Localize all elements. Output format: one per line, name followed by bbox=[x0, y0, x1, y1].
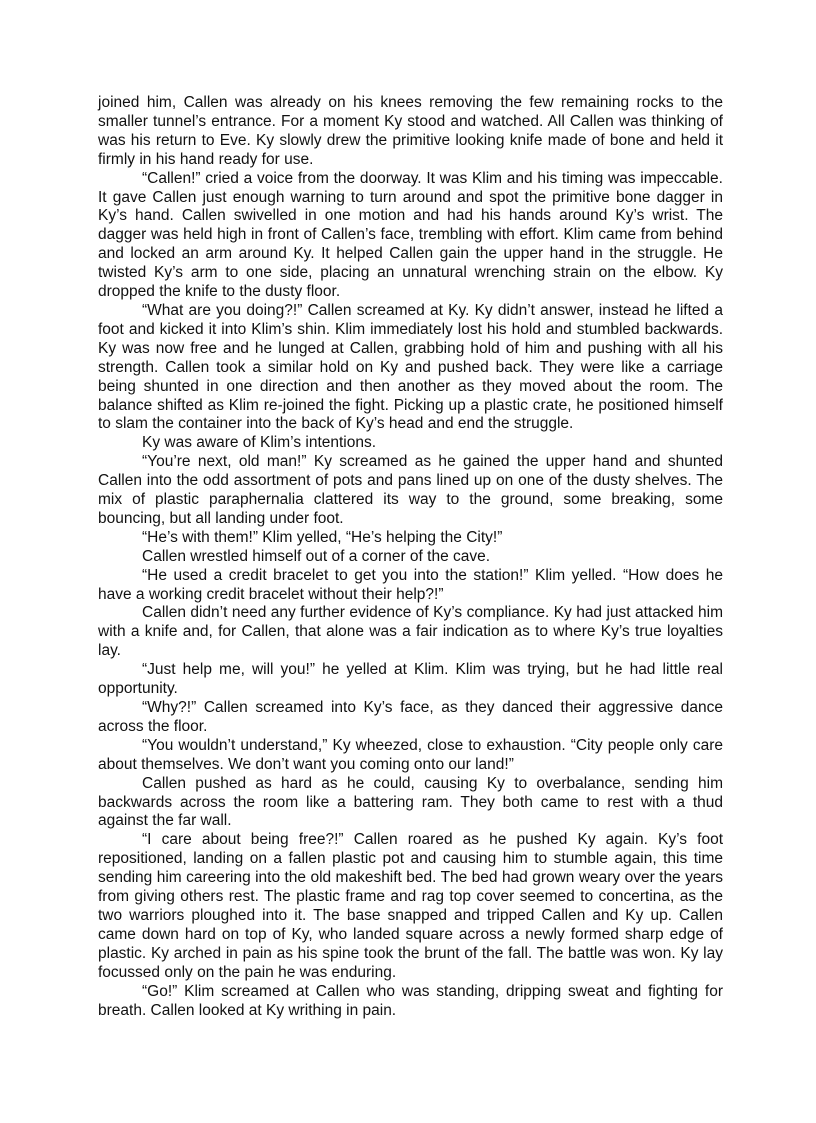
document-page bbox=[98, 94, 723, 1020]
paragraph-11: “Why?!” Callen screamed into Ky’s face, as they danced their aggressive dance across the floor. bbox=[98, 699, 723, 735]
paragraph-8: “He used a credit bracelet to get you into the station!” Klim yelled. “How does he have a working credit bracelet without their help?!” bbox=[98, 566, 723, 603]
paragraph-1: joined him, Callen was already on his knees removing the few remaining rocks to the smaller tunnel’s entrance. For a moment Ky stood and watched. All Callen was thinking of was his return to Eve. Ky slowly drew the primitive looking knife made of bone and held it firmly in his hand ready for use. bbox=[98, 94, 723, 168]
paragraph-13: Callen pushed as hard as he could, causing Ky to overbalance, sending him backwards across the room like a battering ram. They both came to rest with a thud against the far wall. bbox=[98, 774, 723, 830]
paragraph-9: Callen didn’t need any further evidence of Ky’s compliance. Ky had just attacked him with a knife and, for Callen, that alone was a fair indication as to where Ky’s true loyalties lay. bbox=[98, 604, 723, 660]
paragraph-3: “What are you doing?!” Callen screamed at Ky. Ky didn’t answer, instead he lifted a foot and kicked it into Klim’s shin. Klim immediately lost his hold and stumbled backwards. Ky was now free and he lunged at Callen, grabbing hold of him and pushing with all his strength. Callen took a similar hold on Ky and pushed back. They were like a carriage being shunted in one direction and then another as they moved about the room. The balance shifted as Klim re-joined the fight. Picking up a plastic crate, he positioned himself to slam the container into the back of Ky’s head and end the struggle. bbox=[98, 301, 723, 433]
paragraph-4: Ky was aware of Klim’s intentions. bbox=[142, 434, 377, 452]
paragraph-14: “I care about being free?!” Callen roared as he pushed Ky again. Ky’s foot repositioned, landing on a fallen plastic pot and causing him to stumble again, this time sending him careering into the old makeshift bed. The bed had grown weary over the years from giving others rest. The plastic frame and rag top cover seemed to concertina, as the two warriors ploughed into it. The base snapped and tripped Callen and Ky up. Callen came down hard on top of Ky, who landed square across a newly formed sharp edge of plastic. Ky arched in pain as his spine took the brunt of the fall. The battle was won. Ky lay focussed only on the pain he was enduring. bbox=[98, 831, 723, 981]
paragraph-2: “Callen!” cried a voice from the doorway. It was Klim and his timing was impeccable. It gave Callen just enough warning to turn around and spot the primitive bone dagger in Ky’s hand. Callen swivelled in one motion and had his hands around Ky’s wrist. The dagger was held high in front of Callen’s face, trembling with effort. Klim came from behind and locked an arm around Ky. It helped Callen gain the upper hand in the struggle. He twisted Ky’s arm to one side, placing an unnatural wrenching strain on the elbow. Ky dropped the knife to the dusty floor. bbox=[98, 169, 723, 301]
paragraph-5: “You’re next, old man!” Ky screamed as he gained the upper hand and shunted Callen into the odd assortment of pots and pans lined up on one of the dusty shelves. The mix of plastic paraphernalia clattered its way to the ground, some breaking, some bouncing, but all landing under foot. bbox=[98, 453, 723, 527]
paragraph-12: “You wouldn’t understand,” Ky wheezed, close to exhaustion. “City people only care about themselves. We don’t want you coming onto our land!” bbox=[98, 736, 723, 773]
paragraph-15: “Go!” Klim screamed at Callen who was standing, dripping sweat and fighting for breath. Callen looked at Ky writhing in pain. bbox=[98, 982, 723, 1019]
paragraph-10: “Just help me, will you!” he yelled at Klim. Klim was trying, but he had little real opportunity. bbox=[98, 661, 723, 698]
paragraph-7: Callen wrestled himself out of a corner of the cave. bbox=[142, 547, 491, 565]
paragraph-6: “He’s with them!” Klim yelled, “He’s helping the City!” bbox=[142, 528, 503, 546]
